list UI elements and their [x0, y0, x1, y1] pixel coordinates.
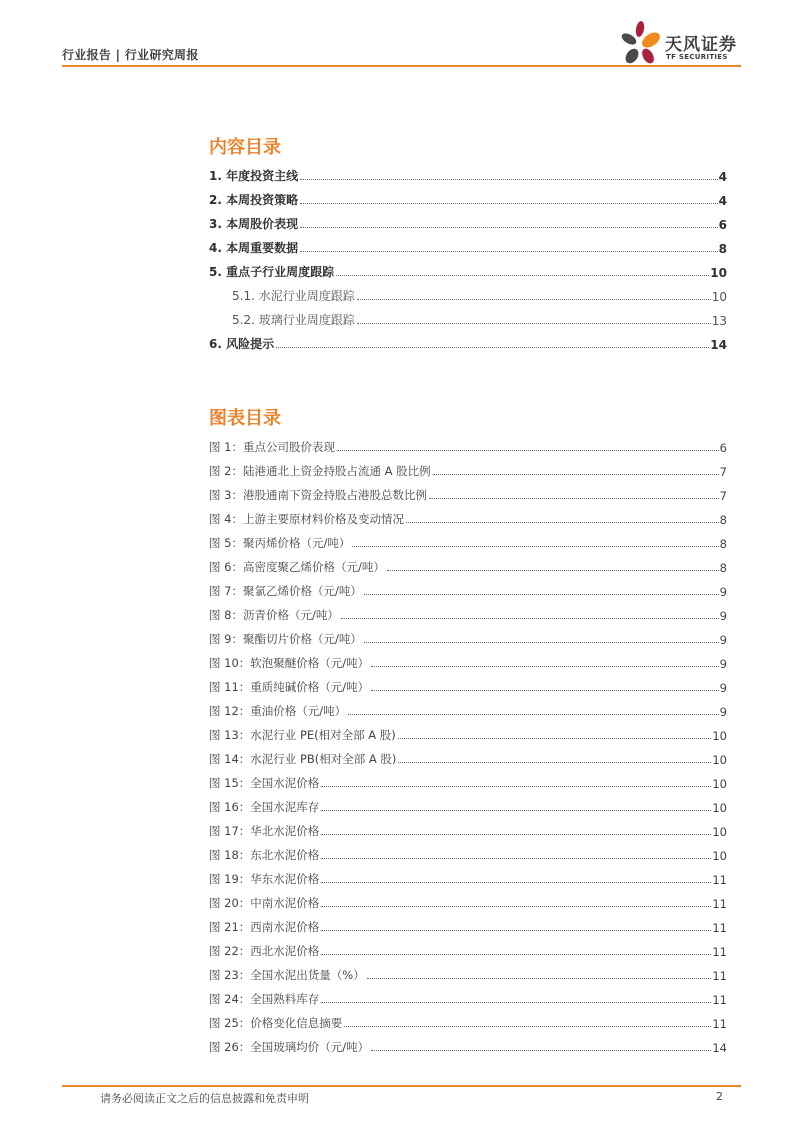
figure-entry-page: 11: [712, 1017, 727, 1031]
figure-entry[interactable]: [209, 647, 727, 671]
figure-entry-page: 10: [712, 729, 727, 743]
dot-leader: [357, 298, 711, 300]
figure-entry-page: 11: [712, 921, 727, 935]
figure-entry[interactable]: [209, 551, 727, 575]
dot-leader: [321, 809, 711, 811]
figure-entry[interactable]: [209, 527, 727, 551]
figure-entry[interactable]: [209, 455, 727, 479]
dot-leader: [357, 322, 711, 324]
dot-leader: [321, 953, 711, 955]
dot-leader: [336, 274, 709, 276]
figure-entry-label: 图 12：重油价格（元/吨）: [209, 704, 347, 718]
footer-divider: [62, 1085, 741, 1087]
figure-entry-label: 图 5：聚丙烯价格（元/吨）: [209, 536, 351, 550]
figure-entry[interactable]: [209, 863, 727, 887]
company-logo: [620, 20, 750, 68]
figure-entry-page: 7: [719, 465, 727, 479]
toc-entry[interactable]: [209, 256, 727, 280]
figure-entry[interactable]: [209, 983, 727, 1007]
dot-leader: [276, 346, 709, 348]
figure-entry-label: 图 13：水泥行业 PE(相对全部 A 股): [209, 728, 396, 742]
figure-entry-label: 图 16：全国水泥库存: [209, 800, 320, 814]
dot-leader: [321, 905, 711, 907]
toc-entry-label: 5.2. 玻璃行业周度跟踪: [232, 313, 355, 327]
toc-entry-label: 1. 年度投资主线: [209, 169, 299, 183]
figure-entry[interactable]: [209, 935, 727, 959]
logo-text-cn: 天风证券: [665, 35, 737, 55]
dot-leader: [321, 833, 711, 835]
toc-entry[interactable]: [209, 208, 727, 232]
figure-entry[interactable]: [209, 911, 727, 935]
dot-leader: [387, 569, 719, 571]
figure-entry[interactable]: [209, 815, 727, 839]
figure-entry-page: 9: [719, 585, 727, 599]
dot-leader: [321, 857, 711, 859]
dot-leader: [371, 689, 719, 691]
figure-entry-label: 图 1：重点公司股价表现: [209, 440, 335, 454]
figure-entry[interactable]: [209, 839, 727, 863]
dot-leader: [321, 1001, 711, 1003]
toc-entry-label: 4. 本周重要数据: [209, 241, 299, 255]
figure-entry-label: 图 23：全国水泥出货量（%）: [209, 968, 365, 982]
figure-entry-page: 8: [719, 513, 727, 527]
figure-entry[interactable]: [209, 959, 727, 983]
figure-entry-label: 图 26：全国玻璃均价（元/吨）: [209, 1040, 370, 1054]
figure-entry[interactable]: [209, 767, 727, 791]
dot-leader: [321, 929, 711, 931]
toc-entry-page: 6: [718, 218, 727, 232]
header-divider: [62, 65, 741, 67]
toc-entry-page: 13: [711, 314, 727, 328]
figure-entry-page: 11: [712, 993, 727, 1007]
figure-entry-page: 10: [712, 753, 727, 767]
dot-leader: [406, 521, 719, 523]
figure-entry-page: 9: [719, 657, 727, 671]
figure-entry[interactable]: [209, 431, 727, 455]
figure-entry-label: 图 11：重质纯碱价格（元/吨）: [209, 680, 370, 694]
toc-entry-label: 5.1. 水泥行业周度跟踪: [232, 289, 355, 303]
dot-leader: [337, 449, 719, 451]
figure-entry-page: 9: [719, 609, 727, 623]
figure-entry-label: 图 9：聚酯切片价格（元/吨）: [209, 632, 362, 646]
petal-logo-icon: [620, 20, 664, 68]
dot-leader: [371, 1049, 711, 1051]
figure-entry-page: 11: [712, 945, 727, 959]
figure-entry-page: 10: [712, 825, 727, 839]
figure-entry[interactable]: [209, 575, 727, 599]
figure-entry-label: 图 7：聚氯乙烯价格（元/吨）: [209, 584, 362, 598]
disclaimer-text: 请务必阅读正文之后的信息披露和免责申明: [100, 1092, 309, 1105]
dot-leader: [352, 545, 718, 547]
figure-entry-label: 图 25：价格变化信息摘要: [209, 1016, 343, 1030]
figure-entry-label: 图 14：水泥行业 PB(相对全部 A 股): [209, 752, 397, 766]
dot-leader: [300, 226, 718, 228]
toc-entry-page: 8: [718, 242, 727, 256]
dot-leader: [348, 713, 719, 715]
figure-entry-label: 图 8：沥青价格（元/吨）: [209, 608, 339, 622]
contents-list: [209, 160, 727, 352]
dot-leader: [300, 178, 718, 180]
figure-entry[interactable]: [209, 695, 727, 719]
dot-leader: [433, 473, 719, 475]
logo-text-en: TF SECURITIES: [666, 53, 728, 61]
figure-entry[interactable]: [209, 1007, 727, 1031]
figure-entry-page: 8: [719, 561, 727, 575]
figure-entry-page: 11: [712, 969, 727, 983]
toc-entry-label: 3. 本周股价表现: [209, 217, 299, 231]
dot-leader: [364, 593, 719, 595]
figure-entry-page: 14: [712, 1041, 727, 1055]
dot-leader: [398, 737, 712, 739]
page-number: 2: [716, 1090, 723, 1103]
toc-entry-page: 14: [710, 338, 727, 352]
dot-leader: [341, 617, 719, 619]
dot-leader: [398, 761, 711, 763]
figure-entry-label: 图 17：华北水泥价格: [209, 824, 320, 838]
dot-leader: [321, 881, 711, 883]
figure-entry-label: 图 4：上游主要原材料价格及变动情况: [209, 512, 404, 526]
toc-subentry[interactable]: [209, 304, 727, 328]
toc-entry-page: 4: [718, 170, 727, 184]
figure-entry-label: 图 20：中南水泥价格: [209, 896, 320, 910]
figure-entry-page: 9: [719, 633, 727, 647]
figures-list: [209, 431, 727, 1055]
figure-entry-page: 6: [719, 441, 727, 455]
figure-entry[interactable]: [209, 479, 727, 503]
dot-leader: [364, 641, 719, 643]
dot-leader: [371, 665, 719, 667]
figure-entry-page: 11: [712, 897, 727, 911]
toc-entry[interactable]: [209, 328, 727, 352]
figure-entry-label: 图 24：全国熟料库存: [209, 992, 320, 1006]
figure-entry-page: 10: [712, 777, 727, 791]
toc-entry-label: 6. 风险提示: [209, 337, 275, 351]
figure-entry[interactable]: [209, 791, 727, 815]
figure-entry-label: 图 10：软泡聚醚价格（元/吨）: [209, 656, 370, 670]
dot-leader: [321, 785, 711, 787]
figure-entry[interactable]: [209, 719, 727, 743]
figure-entry[interactable]: [209, 503, 727, 527]
figure-entry[interactable]: [209, 599, 727, 623]
dot-leader: [300, 202, 718, 204]
figure-entry-label: 图 2：陆港通北上资金持股占流通 A 股比例: [209, 464, 431, 478]
figure-entry[interactable]: [209, 671, 727, 695]
toc-entry-page: 10: [710, 266, 727, 280]
toc-subentry[interactable]: [209, 280, 727, 304]
toc-entry-label: 2. 本周投资策略: [209, 193, 299, 207]
figure-entry[interactable]: [209, 887, 727, 911]
toc-entry[interactable]: [209, 184, 727, 208]
figure-entry-label: 图 18：东北水泥价格: [209, 848, 320, 862]
figures-title: 图表目录: [209, 408, 281, 429]
figure-entry-page: 8: [719, 537, 727, 551]
figure-entry-label: 图 3：港股通南下资金持股占港股总数比例: [209, 488, 427, 502]
report-category: 行业报告 | 行业研究周报: [62, 48, 199, 62]
figure-entry-page: 9: [719, 681, 727, 695]
toc-entry-page: 10: [711, 290, 727, 304]
figure-entry-page: 11: [712, 873, 727, 887]
figure-entry[interactable]: [209, 623, 727, 647]
toc-entry-label: 5. 重点子行业周度跟踪: [209, 265, 335, 279]
figure-entry[interactable]: [209, 743, 727, 767]
figure-entry-page: 10: [712, 801, 727, 815]
dot-leader: [429, 497, 719, 499]
toc-entry-page: 4: [718, 194, 727, 208]
figure-entry-page: 7: [719, 489, 727, 503]
figure-entry-label: 图 15：全国水泥价格: [209, 776, 320, 790]
figure-entry[interactable]: [209, 1031, 727, 1055]
figure-entry-label: 图 6：高密度聚乙烯价格（元/吨）: [209, 560, 385, 574]
figure-entry-label: 图 21：西南水泥价格: [209, 920, 320, 934]
dot-leader: [300, 250, 718, 252]
dot-leader: [344, 1025, 711, 1027]
toc-entry[interactable]: [209, 160, 727, 184]
figure-entry-label: 图 22：西北水泥价格: [209, 944, 320, 958]
figure-entry-page: 9: [719, 705, 727, 719]
figure-entry-page: 10: [712, 849, 727, 863]
toc-entry[interactable]: [209, 232, 727, 256]
figure-entry-label: 图 19：华东水泥价格: [209, 872, 320, 886]
dot-leader: [367, 977, 712, 979]
contents-title: 内容目录: [209, 137, 281, 158]
